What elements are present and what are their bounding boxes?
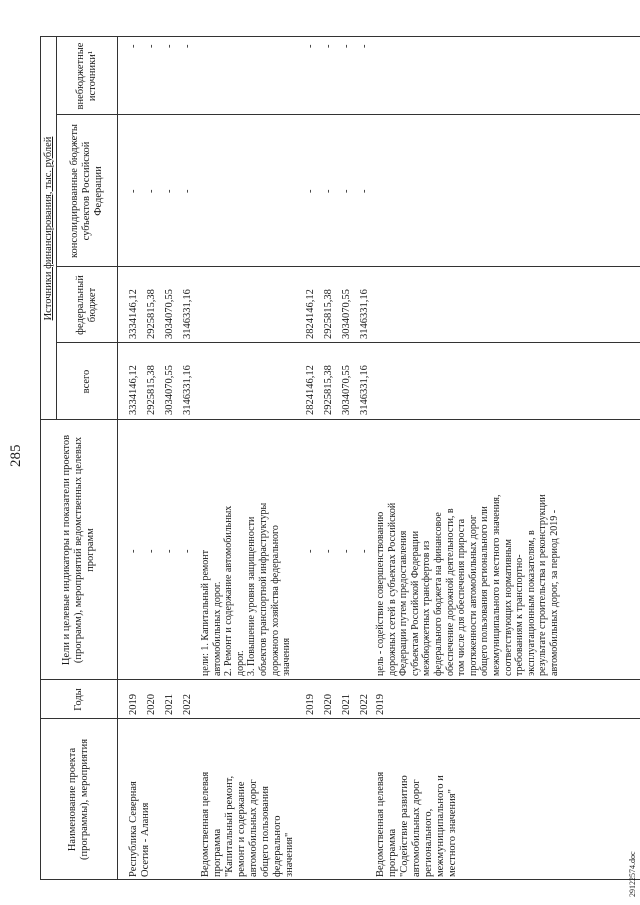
- year-cell: 2021: [341, 694, 352, 715]
- regional-dash: -: [341, 189, 352, 193]
- goals-road-development: цель - содействие совершенствованию дорожных сетей в субъектах Российской Федерации путем предоставления субъектам Российской Федерации межбюджетных трансфертов из федерального бюджета на финансовое обеспечение дорожной деятельности, в том числе для обеспечения прироста протяженности автомобильных дорог общего пользования регионального или межмуниципального и местного значения, соответствующих нормативным требованиям к транспортно- эксплуатационным показателям, в результате строительства и реконструкции автомобильных дорог, за период 2019 -: [375, 494, 560, 676]
- footer-filename: 29122574.doc: [628, 851, 637, 897]
- goal-dash: -: [305, 549, 316, 553]
- regional-dash: -: [305, 189, 316, 193]
- regional-dash: -: [323, 189, 334, 193]
- extra-dash: -: [146, 44, 157, 48]
- header-bottom-border: [117, 37, 118, 880]
- goal-dash: -: [182, 549, 193, 553]
- year-cell: 2019: [305, 694, 316, 715]
- extra-dash: -: [128, 44, 139, 48]
- year-cell: 2021: [164, 694, 175, 715]
- federal-value: 2925815,38: [323, 289, 334, 339]
- page-number: 285: [8, 444, 24, 467]
- total-value: 2925815,38: [323, 365, 334, 415]
- total-value: 3146331,16: [359, 365, 370, 415]
- col-border: [56, 114, 640, 115]
- year-cell: 2022: [182, 694, 193, 715]
- col-border: [40, 36, 640, 37]
- year-cell: 2020: [323, 694, 334, 715]
- extra-dash: -: [182, 44, 193, 48]
- header-goals: Цели и целевые индикаторы и показатели проектов (программ), мероприятий ведомственных целевых программ: [60, 434, 96, 666]
- goals-repair-program: цели: 1. Капитальный ремонт автомобильных дорог. 2. Ремонт и содержание автомобильных дорог. 3. Повышение уровня защищенности объектов транспортной инфраструктуры дорожного хозяйства федерального значения: [200, 502, 293, 676]
- funding-subheader-line: [56, 37, 57, 420]
- row-name-repair-program: Ведомственная целевая программа "Капитальный ремонт, ремонт и содержание автомобильных дорог общего пользования федерального значения": [200, 771, 295, 877]
- total-value: 3334146,12: [128, 365, 139, 415]
- row-name-north-ossetia: Республика Северная Осетия - Алания: [128, 781, 151, 877]
- total-value: 2925815,38: [146, 365, 157, 415]
- federal-value: 3034070,55: [164, 289, 175, 339]
- header-total: всего: [80, 369, 92, 394]
- federal-value: 2925815,38: [146, 289, 157, 339]
- col-border: [56, 266, 640, 267]
- regional-dash: -: [128, 189, 139, 193]
- federal-value: 2824146,12: [305, 289, 316, 339]
- total-value: 3146331,16: [182, 365, 193, 415]
- regional-dash: -: [164, 189, 175, 193]
- table-top-border: [40, 37, 41, 880]
- extra-dash: -: [359, 44, 370, 48]
- header-funding-title: Источники финансирования, тыс. рублей: [42, 136, 54, 321]
- goal-dash: -: [146, 549, 157, 553]
- year-cell: 2020: [146, 694, 157, 715]
- year-cell: 2022: [359, 694, 370, 715]
- goal-dash: -: [341, 549, 352, 553]
- goal-dash: -: [128, 549, 139, 553]
- extra-dash: -: [305, 44, 316, 48]
- regional-dash: -: [182, 189, 193, 193]
- header-extra: внебюджетные источники¹: [74, 42, 98, 110]
- header-years: Годы: [72, 688, 84, 711]
- federal-value: 3034070,55: [341, 289, 352, 339]
- header-name: Наименование проекта (программы), мероприятия: [66, 738, 90, 861]
- row-name-road-development: Ведомственная целевая программа "Содействие развитию автомобильных дорог регионального, межмуниципального и местного значения": [375, 771, 458, 877]
- extra-dash: -: [323, 44, 334, 48]
- total-value: 3034070,55: [341, 365, 352, 415]
- col-border: [56, 342, 640, 343]
- year-cell: 2019: [128, 694, 139, 715]
- total-value: 3034070,55: [164, 365, 175, 415]
- header-regional: консолидированные бюджеты субъектов Российской Федерации: [68, 124, 104, 259]
- total-value: 2824146,12: [305, 365, 316, 415]
- regional-dash: -: [359, 189, 370, 193]
- col-border: [40, 879, 640, 880]
- federal-value: 3146331,16: [359, 289, 370, 339]
- goal-dash: -: [323, 549, 334, 553]
- federal-value: 3146331,16: [182, 289, 193, 339]
- extra-dash: -: [341, 44, 352, 48]
- regional-dash: -: [146, 189, 157, 193]
- extra-dash: -: [164, 44, 175, 48]
- federal-value: 3334146,12: [128, 289, 139, 339]
- goal-dash: -: [164, 549, 175, 553]
- year-cell: 2019: [375, 694, 386, 715]
- col-border: [40, 718, 640, 719]
- header-federal: федеральный бюджет: [74, 275, 98, 335]
- col-border: [40, 679, 640, 680]
- goal-dash: -: [359, 549, 370, 553]
